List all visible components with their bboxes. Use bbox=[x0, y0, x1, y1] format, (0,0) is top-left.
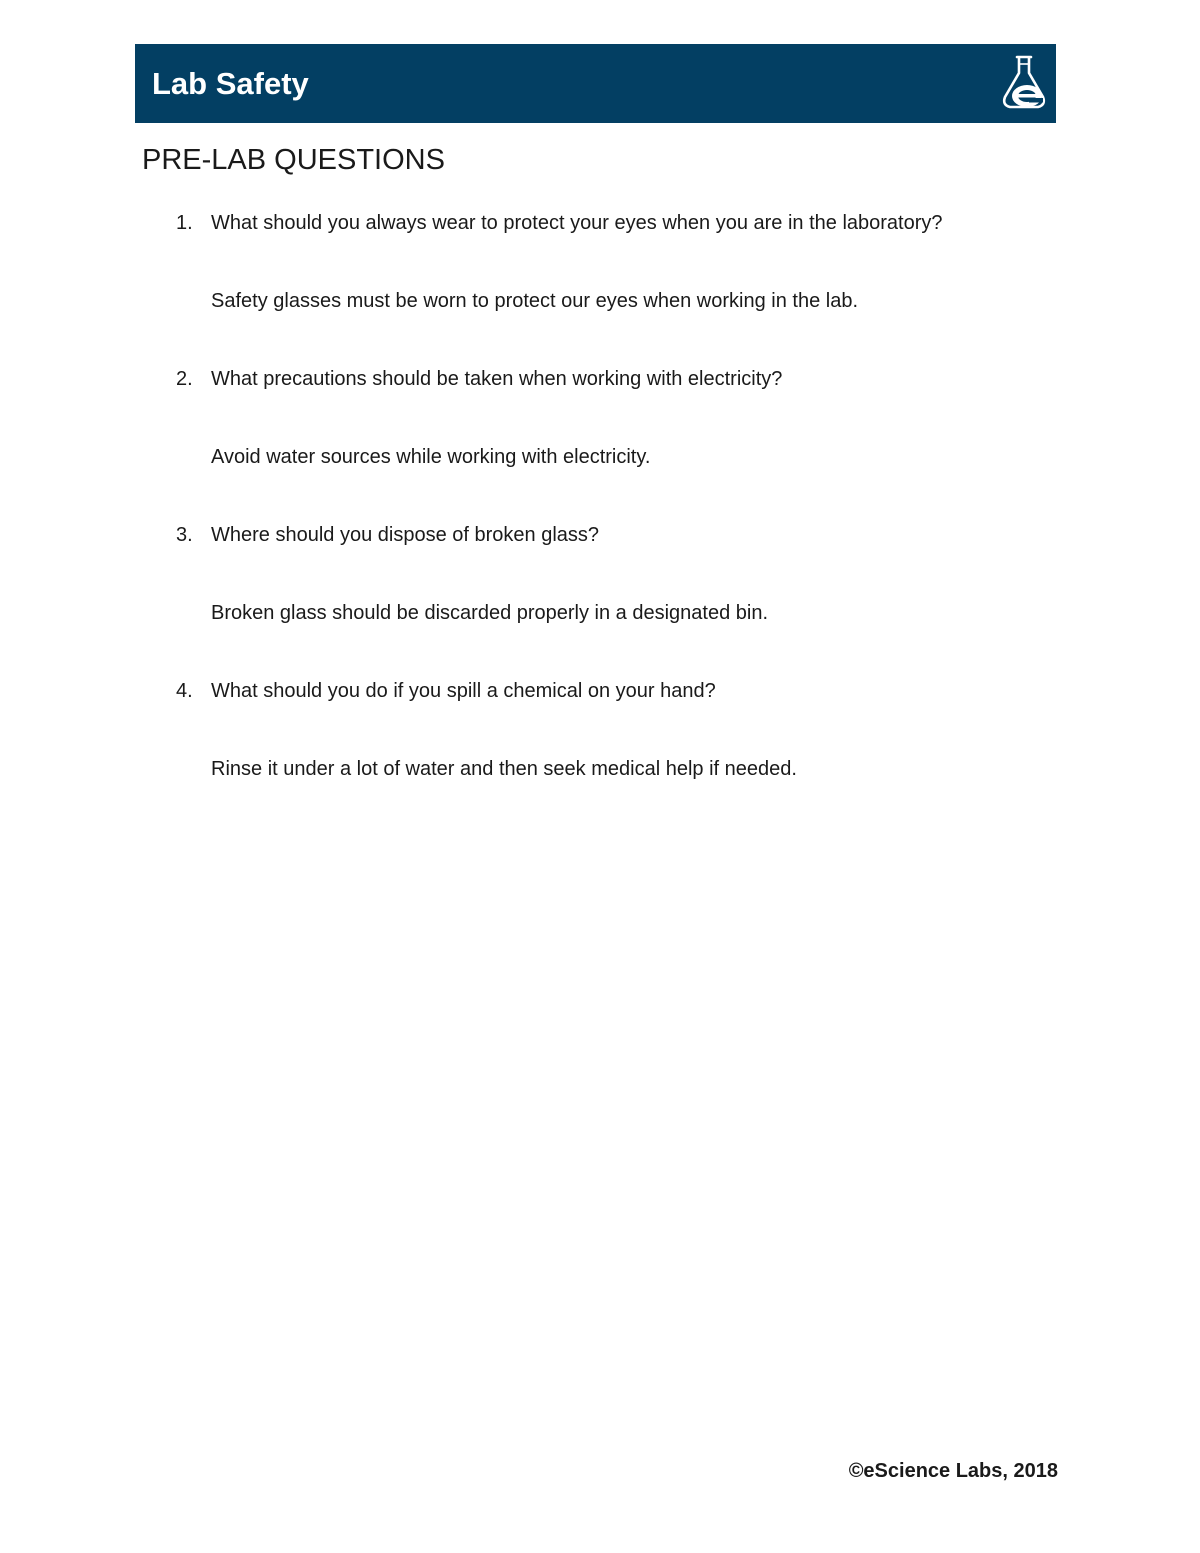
question-number: 2. bbox=[176, 368, 193, 390]
copyright-footer: ©eScience Labs, 2018 bbox=[848, 1460, 1058, 1482]
question-text: Where should you dispose of broken glass? bbox=[211, 524, 600, 546]
question-text: What should you do if you spill a chemical on your hand? bbox=[211, 680, 716, 702]
question-text: What precautions should be taken when working with electricity? bbox=[211, 368, 783, 390]
section-title: PRE-LAB QUESTIONS bbox=[142, 144, 445, 176]
question-text: What should you always wear to protect your eyes when you are in the laboratory? bbox=[211, 212, 943, 234]
question-number: 4. bbox=[176, 680, 193, 702]
header-bar bbox=[135, 44, 1056, 123]
answer-text: Safety glasses must be worn to protect our eyes when working in the lab. bbox=[211, 290, 859, 312]
flask-e-logo-icon bbox=[1000, 53, 1048, 113]
question-number: 1. bbox=[176, 212, 193, 234]
answer-text: Rinse it under a lot of water and then seek medical help if needed. bbox=[211, 758, 797, 780]
answer-text: Avoid water sources while working with electricity. bbox=[211, 446, 651, 468]
answer-text: Broken glass should be discarded properly in a designated bin. bbox=[211, 602, 769, 624]
question-number: 3. bbox=[176, 524, 193, 546]
document-title: Lab Safety bbox=[152, 66, 309, 101]
